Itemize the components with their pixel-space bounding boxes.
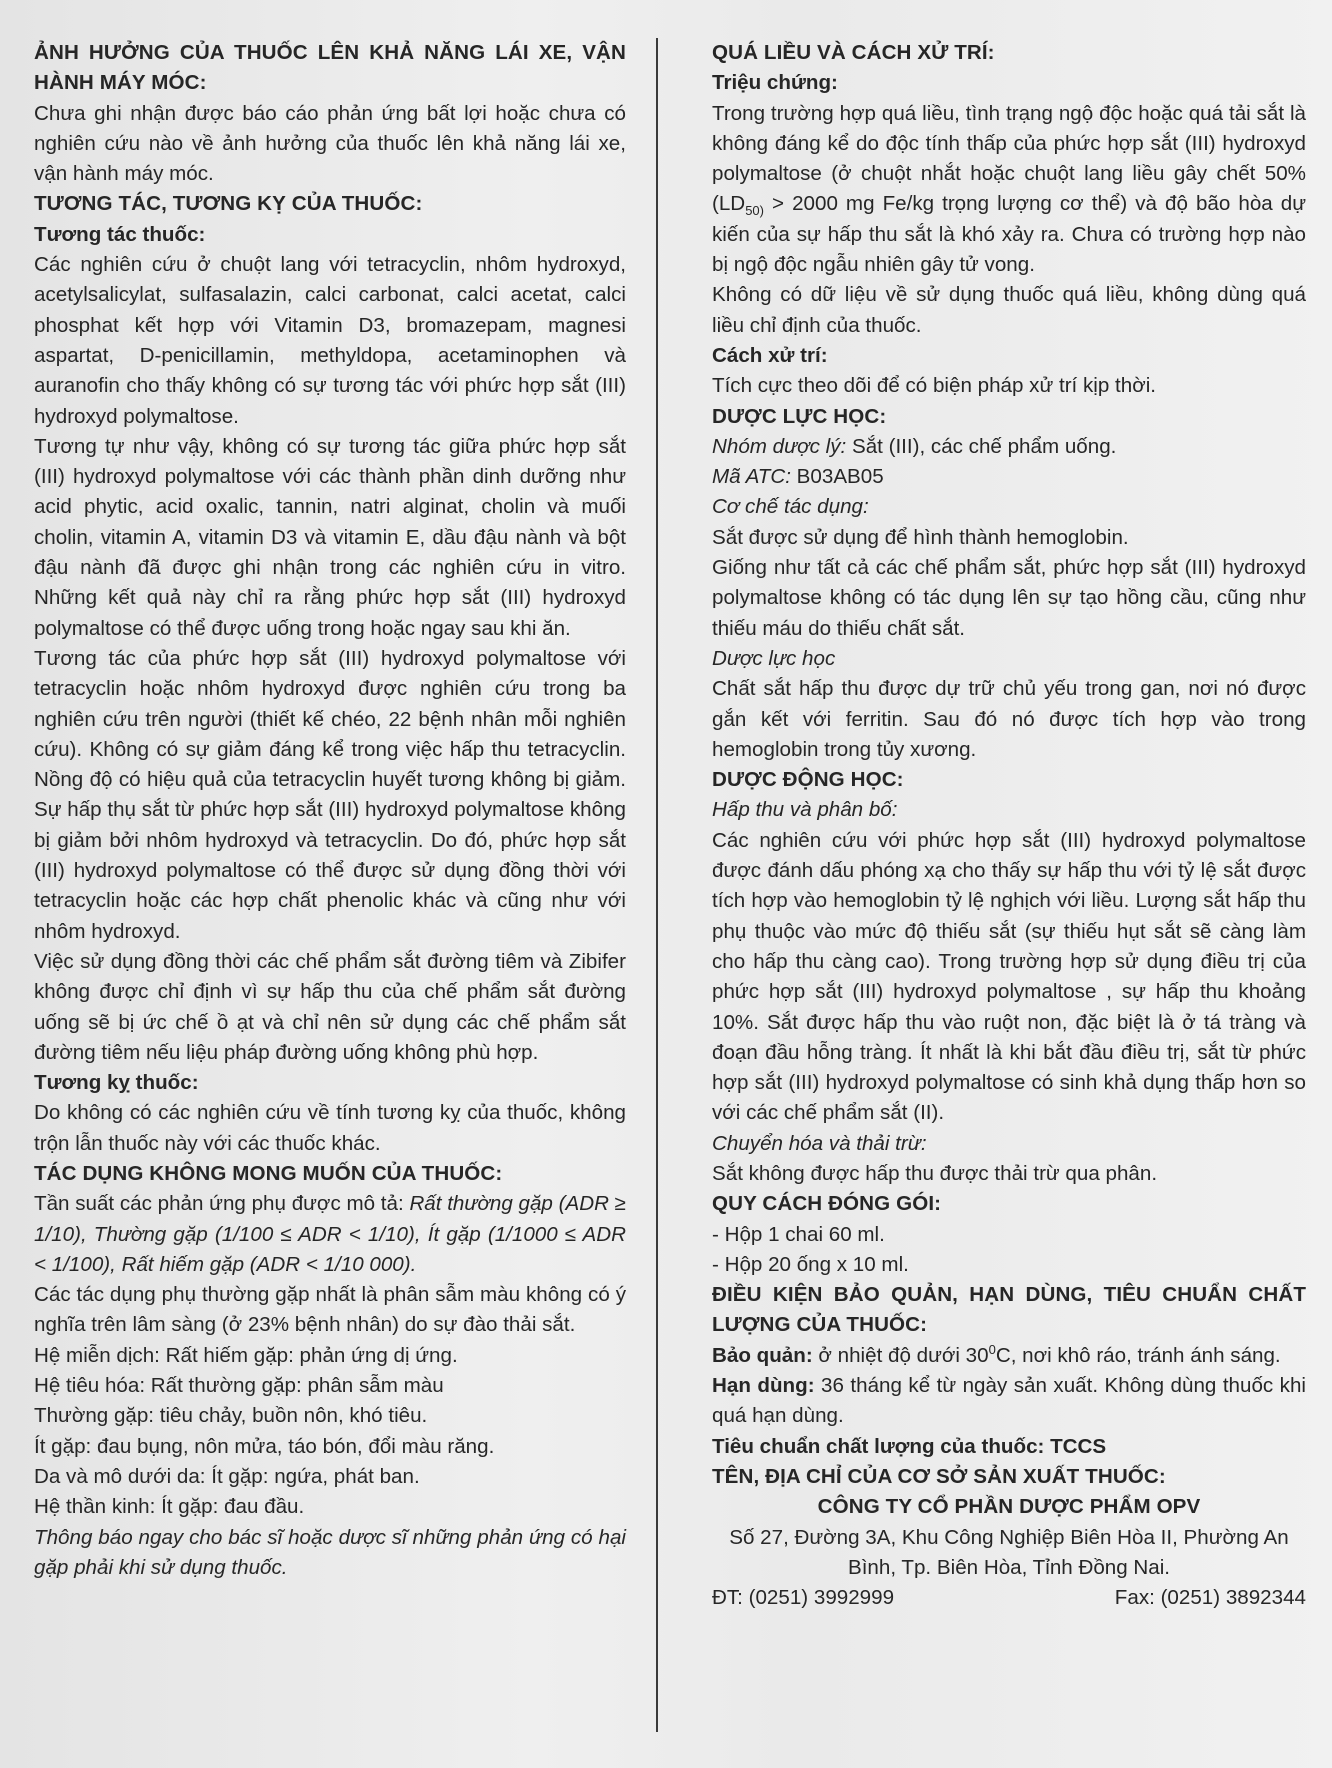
paragraph-interactions-3: Tương tác của phức hợp sắt (III) hydroxyd polymaltose với tetracyclin hoặc nhôm hydroxyd được nghiên cứu trong ba nghiên cứu trên người (thiết kế chéo, 22 bệnh nhân mỗi nghiên cứu). Không có sự giảm đáng kể trong việc hấp thu tetracyclin. Nồng độ có hiệu quả của tetracyclin huyết tương không bị giảm. Sự hấp thụ sắt từ phức hợp sắt (III) hydroxyd polymaltose không bị giảm bởi nhôm hydroxyd và tetracyclin. Do đó, phức hợp sắt (III) hydroxyd polymaltose có thể được sử dụng đồng thời với tetracyclin hoặc các hợp chất phenolic khác và cũng như với nhôm hydroxyd. [34, 646, 626, 943]
company-name: CÔNG TY CỔ PHẦN DƯỢC PHẨM OPV [817, 1495, 1201, 1519]
paragraph-incompatibility: Do không có các nghiên cứu về tính tương kỵ của thuốc, không trộn lẫn thuốc này với các thuốc khác. [34, 1101, 626, 1155]
heading-packaging: QUY CÁCH ĐÓNG GÓI: [712, 1192, 942, 1216]
list-item: Da và mô dưới da: Ít gặp: ngứa, phát ban. [34, 1464, 420, 1488]
storage-label: Bảo quản: [712, 1343, 813, 1367]
heading-adverse-effects: TÁC DỤNG KHÔNG MONG MUỐN CỦA THUỐC: [34, 1161, 503, 1185]
paragraph-interactions-4: Việc sử dụng đồng thời các chế phẩm sắt đường tiêm và Zibifer không được chỉ định vì sự hấp thu của chế phẩm sắt đường uống sẽ bị ức chế ồ ạt và chỉ nên sử dụng các chế phẩm sắt đường tiêm nếu liệu pháp đường uống không phù hợp. [34, 949, 626, 1064]
contact-line [712, 1583, 1306, 1613]
paragraph-interactions-1: Các nghiên cứu ở chuột lang với tetracyclin, nhôm hydroxyd, acetylsalicylat, sulfasalazin, calci carbonat, calci acetat, calci phosphat kết hợp với Vitamin D3, bromazepam, magnesi aspartat, D-penicillamin, methyldopa, acetaminophen và auranofin cho thấy không có sự tương tác với phức hợp sắt (III) hydroxyd polymaltose. [34, 253, 626, 428]
subheading-incompatibility: Tương kỵ thuốc: [34, 1071, 199, 1095]
heading-pharmacokinetics: DƯỢC ĐỘNG HỌC: [712, 768, 904, 792]
storage-line [712, 1341, 1306, 1371]
subheading-drug-interactions: Tương tác thuốc: [34, 222, 206, 246]
paragraph-symptoms [712, 99, 1306, 281]
heading-storage: ĐIỀU KIỆN BẢO QUẢN, HẠN DÙNG, TIÊU CHUẨN CHẤT LƯỢNG CỦA THUỐC: [712, 1283, 1306, 1337]
frequency-lead: Tần suất các phản ứng phụ được mô tả: [34, 1192, 410, 1216]
storage-value-a: ở nhiệt độ dưới 30 [812, 1343, 989, 1367]
degree-superscript: 0 [988, 1341, 996, 1357]
column-divider [656, 38, 658, 1732]
list-item: Ít gặp: đau bụng, nôn mửa, táo bón, đổi màu răng. [34, 1434, 495, 1458]
expiry-label: Hạn dùng: [712, 1374, 815, 1398]
paragraph-elimination: Sắt không được hấp thu được thải trừ qua phân. [712, 1161, 1158, 1185]
list-item: Thường gặp: tiêu chảy, buồn nôn, khó tiêu. [34, 1404, 428, 1428]
pharmacologic-group [712, 432, 1306, 462]
expiry-value: 36 tháng kể từ ngày sản xuất. Không dùng thuốc khi quá hạn dùng. [712, 1374, 1306, 1428]
frequency-definitions: Rất thường gặp (ADR ≥ 1/10), Thường gặp (1/100 ≤ ADR < 1/10), Ít gặp (1/1000 ≤ ADR < 1/100), Rất hiếm gặp (ADR < 1/10 000). [34, 1192, 626, 1276]
heading-manufacturer: TÊN, ĐỊA CHỈ CỦA CƠ SỞ SẢN XUẤT THUỐC: [712, 1464, 1166, 1488]
right-column [712, 38, 1306, 1613]
packaging-item: - Hộp 1 chai 60 ml. [712, 1222, 885, 1246]
phone-number: ĐT: (0251) 3992999 [712, 1586, 895, 1610]
heading-driving: ẢNH HƯỞNG CỦA THUỐC LÊN KHẢ NĂNG LÁI XE, VẬN HÀNH MÁY MÓC: [34, 41, 626, 95]
ld50-subscript: 50) [745, 203, 764, 219]
heading-overdose: QUÁ LIỀU VÀ CÁCH XỬ TRÍ: [712, 41, 995, 64]
list-item: Hệ miễn dịch: Rất hiếm gặp: phản ứng dị ứng. [34, 1343, 458, 1367]
paragraph-mechanism-2: Giống như tất cả các chế phẩm sắt, phức hợp sắt (III) hydroxyd polymaltose không có tác dụng lên sự tạo hồng cầu, cũng như thiếu máu do thiếu chất sắt. [712, 556, 1306, 640]
symptoms-text-b: > 2000 mg Fe/kg trọng lượng cơ thể) và độ bão hòa dự kiến của sự hấp thu sắt là khó xảy ra. Chưa có trường hợp nào bị ngộ độc ngẫu nhiên gây tử vong. [712, 192, 1306, 277]
atc-code [712, 462, 1306, 492]
elimination-label: Chuyển hóa và thải trừ: [712, 1131, 927, 1155]
storage-value-b: C, nơi khô ráo, tránh ánh sáng. [995, 1343, 1281, 1367]
symptoms-text-a: Trong trường hợp quá liều, tình trạng ngộ độc hoặc quá tải sắt là không đáng kể do độc tính thấp của phức hợp sắt (III) hydroxyd polymaltose (ở chuột nhắt hoặc chuột lang liều gây chết 50% (LD [712, 101, 1306, 216]
paragraph-absorption: Các nghiên cứu với phức hợp sắt (III) hydroxyd polymaltose được đánh dấu phóng xạ cho thấy sự hấp thu với tỷ lệ sắt được tích hợp vào hemoglobin tỷ lệ nghịch với liều. Lượng sắt hấp thu phụ thuộc vào mức độ thiếu sắt (sự thiếu hụt sắt sẽ càng làm cho hấp thu càng cao). Trong trường hợp sử dụng điều trị của phức hợp sắt (III) hydroxyd polymaltose , sự hấp thu khoảng 10%. Sắt được hấp thu vào ruột non, đặc biệt là ở tá tràng và đoạn đầu hỗng tràng. Ít nhất là khi bắt đầu điều trị, sắt từ phức hợp sắt (III) hydroxyd polymaltose có sinh khả dụng thấp hơn so với các chế phẩm sắt (II). [712, 828, 1306, 1125]
heading-pharmacodynamics: DƯỢC LỰC HỌC: [712, 404, 887, 428]
atc-label: Mã ATC: [712, 465, 791, 489]
subheading-symptoms: Triệu chứng: [712, 71, 838, 95]
mechanism-label: Cơ chế tác dụng: [712, 495, 869, 519]
paragraph-no-data: Không có dữ liệu về sử dụng thuốc quá liều, không dùng quá liều chỉ định của thuốc. [712, 283, 1306, 337]
group-label: Nhóm dược lý: [712, 434, 847, 458]
quality-standard: Tiêu chuẩn chất lượng của thuốc: TCCS [712, 1434, 1107, 1458]
pharmacodynamics-subheading: Dược lực học [712, 646, 836, 670]
paragraph-treatment: Tích cực theo dõi để có biện pháp xử trí kịp thời. [712, 374, 1157, 398]
paragraph-pharmacodynamics: Chất sắt hấp thu được dự trữ chủ yếu trong gan, nơi nó được gắn kết với ferritin. Sau đó nó được tích hợp vào trong hemoglobin trong tủy xương. [712, 677, 1306, 761]
group-value: Sắt (III), các chế phẩm uống. [846, 434, 1117, 458]
expiry-line [712, 1371, 1306, 1432]
packaging-item: - Hộp 20 ống x 10 ml. [712, 1252, 909, 1276]
list-item: Hệ thần kinh: Ít gặp: đau đầu. [34, 1495, 305, 1519]
paragraph-mechanism: Sắt được sử dụng để hình thành hemoglobin. [712, 525, 1129, 549]
paragraph-driving: Chưa ghi nhận được báo cáo phản ứng bất lợi hoặc chưa có nghiên cứu nào về ảnh hưởng của thuốc lên khả năng lái xe, vận hành máy móc. [34, 101, 626, 186]
paragraph-common-effects: Các tác dụng phụ thường gặp nhất là phân sẫm màu không có ý nghĩa trên lâm sàng (ở 23% bệnh nhân) do sự đào thải sắt. [34, 1283, 626, 1337]
paragraph-interactions-2: Tương tự như vậy, không có sự tương tác giữa phức hợp sắt (III) hydroxyd polymaltose với các thành phần dinh dưỡng như acid phytic, acid oxalic, tannin, natri alginat, cholin và muối cholin, vitamin A, vitamin D3 và vitamin E, dầu đậu nành và bột đậu nành đã được ghi nhận trong các nghiên cứu in vitro. Những kết quả này chỉ ra rằng phức hợp sắt (III) hydroxyd polymaltose có thể được uống trong hoặc ngay sau khi ăn. [34, 434, 626, 640]
fax-number: Fax: (0251) 3892344 [1114, 1586, 1306, 1610]
company-address: Số 27, Đường 3A, Khu Công Nghiệp Biên Hòa II, Phường An Bình, Tp. Biên Hòa, Tỉnh Đồng Nai. [729, 1525, 1289, 1579]
paragraph-frequency [34, 1189, 626, 1280]
atc-value: B03AB05 [790, 465, 884, 489]
subheading-treatment: Cách xử trí: [712, 343, 828, 367]
paragraph-notify: Thông báo ngay cho bác sĩ hoặc dược sĩ những phản ứng có hại gặp phải khi sử dụng thuốc. [34, 1525, 626, 1579]
absorption-label: Hấp thu và phân bố: [712, 798, 898, 822]
left-column [34, 38, 626, 1583]
heading-interactions: TƯƠNG TÁC, TƯƠNG KỴ CỦA THUỐC: [34, 192, 423, 216]
list-item: Hệ tiêu hóa: Rất thường gặp: phân sẫm màu [34, 1374, 444, 1398]
